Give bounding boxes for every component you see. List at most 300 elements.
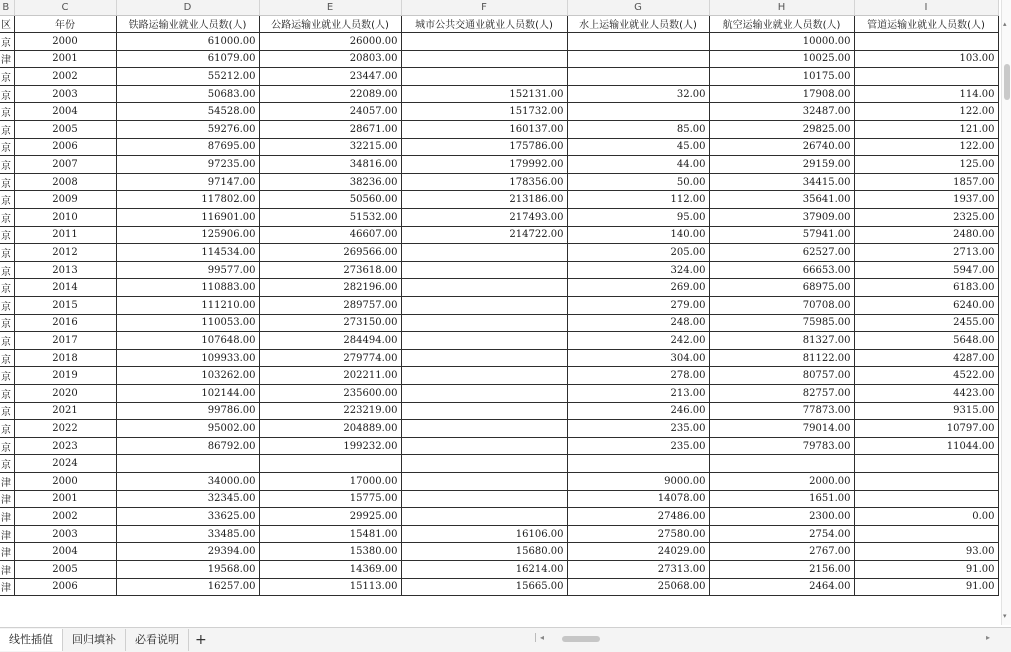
sheet-tab-instructions[interactable]: 必看说明 — [126, 629, 189, 651]
table-cell[interactable] — [116, 455, 259, 473]
table-cell[interactable] — [567, 50, 709, 68]
table-cell[interactable]: 178356.00 — [401, 173, 567, 191]
table-cell[interactable] — [854, 472, 998, 490]
table-cell[interactable]: 京 — [0, 367, 14, 385]
table-row — [0, 525, 998, 543]
table-row — [0, 156, 998, 174]
table-cell[interactable]: 2300.00 — [709, 508, 854, 526]
table-cell[interactable]: 2009 — [14, 191, 116, 209]
table-cell[interactable]: 京 — [0, 279, 14, 297]
table-cell[interactable]: 17908.00 — [709, 85, 854, 103]
table-cell[interactable]: 津 — [0, 490, 14, 508]
table-cell[interactable]: 117802.00 — [116, 191, 259, 209]
table-cell[interactable]: 2018 — [14, 349, 116, 367]
table-cell[interactable] — [401, 314, 567, 332]
table-cell[interactable]: 0.00 — [854, 508, 998, 526]
table-cell[interactable]: 15665.00 — [401, 578, 567, 596]
table-cell[interactable]: 235.00 — [567, 437, 709, 455]
table-cell[interactable] — [401, 50, 567, 68]
table-cell[interactable]: 4423.00 — [854, 384, 998, 402]
table-row — [0, 279, 998, 297]
table-cell[interactable]: 79014.00 — [709, 420, 854, 438]
horizontal-scrollbar[interactable] — [534, 633, 1000, 645]
table-cell[interactable]: 2014 — [14, 279, 116, 297]
table-cell[interactable]: 2023 — [14, 437, 116, 455]
table-cell[interactable]: 284494.00 — [259, 332, 401, 350]
table-cell[interactable]: 2010 — [14, 209, 116, 227]
table-cell[interactable]: 29394.00 — [116, 543, 259, 561]
table-cell[interactable]: 14078.00 — [567, 490, 709, 508]
table-cell[interactable]: 15680.00 — [401, 543, 567, 561]
column-letter-f[interactable]: F — [401, 0, 567, 15]
header-cell[interactable]: 航空运输业就业人员数(人) — [709, 15, 854, 33]
table-cell[interactable]: 6240.00 — [854, 297, 998, 315]
table-cell[interactable]: 152131.00 — [401, 85, 567, 103]
table-cell[interactable]: 2004 — [14, 103, 116, 121]
table-cell[interactable]: 津 — [0, 560, 14, 578]
table-cell[interactable]: 91.00 — [854, 578, 998, 596]
table-cell[interactable]: 2005 — [14, 560, 116, 578]
header-cell[interactable]: 管道运输业就业人员数(人) — [854, 15, 998, 33]
table-cell[interactable]: 京 — [0, 437, 14, 455]
table-cell[interactable]: 81122.00 — [709, 349, 854, 367]
table-cell[interactable]: 116901.00 — [116, 209, 259, 227]
table-cell[interactable] — [401, 279, 567, 297]
table-cell[interactable]: 50.00 — [567, 173, 709, 191]
table-cell[interactable] — [259, 455, 401, 473]
column-letter-g[interactable]: G — [567, 0, 709, 15]
table-cell[interactable]: 2019 — [14, 367, 116, 385]
table-cell[interactable]: 44.00 — [567, 156, 709, 174]
table-cell[interactable]: 223219.00 — [259, 402, 401, 420]
table-cell[interactable]: 87695.00 — [116, 138, 259, 156]
table-cell[interactable]: 9000.00 — [567, 472, 709, 490]
table-cell[interactable]: 4287.00 — [854, 349, 998, 367]
table-cell[interactable]: 2464.00 — [709, 578, 854, 596]
header-cell[interactable]: 铁路运输业就业人员数(人) — [116, 15, 259, 33]
table-cell[interactable]: 津 — [0, 50, 14, 68]
table-cell[interactable]: 京 — [0, 314, 14, 332]
table-cell[interactable]: 2006 — [14, 138, 116, 156]
table-cell[interactable]: 235600.00 — [259, 384, 401, 402]
table-cell[interactable] — [401, 472, 567, 490]
table-cell[interactable] — [567, 33, 709, 51]
table-cell[interactable]: 2024 — [14, 455, 116, 473]
table-cell[interactable]: 160137.00 — [401, 121, 567, 139]
table-cell[interactable]: 111210.00 — [116, 297, 259, 315]
table-cell[interactable]: 151732.00 — [401, 103, 567, 121]
table-cell[interactable]: 2012 — [14, 244, 116, 262]
table-cell[interactable]: 2006 — [14, 578, 116, 596]
sheet-tab-regression-fill[interactable]: 回归填补 — [63, 629, 126, 651]
table-cell[interactable]: 27486.00 — [567, 508, 709, 526]
table-cell[interactable]: 62527.00 — [709, 244, 854, 262]
scroll-right-icon[interactable]: ▸ — [986, 633, 991, 642]
table-cell[interactable]: 2020 — [14, 384, 116, 402]
table-cell[interactable] — [401, 490, 567, 508]
header-cell[interactable]: 水上运输业就业人员数(人) — [567, 15, 709, 33]
table-row — [0, 437, 998, 455]
vertical-scroll-thumb[interactable] — [1004, 64, 1010, 100]
table-row — [0, 103, 998, 121]
table-cell[interactable]: 103.00 — [854, 50, 998, 68]
table-cell[interactable]: 15481.00 — [259, 525, 401, 543]
table-cell[interactable]: 2001 — [14, 490, 116, 508]
column-letter-h[interactable]: H — [709, 0, 854, 15]
table-cell[interactable]: 2017 — [14, 332, 116, 350]
table-cell[interactable]: 66653.00 — [709, 261, 854, 279]
table-cell[interactable] — [401, 455, 567, 473]
table-cell[interactable]: 26740.00 — [709, 138, 854, 156]
table-cell[interactable]: 57941.00 — [709, 226, 854, 244]
table-cell[interactable]: 279774.00 — [259, 349, 401, 367]
table-cell[interactable] — [401, 297, 567, 315]
table-cell[interactable]: 2002 — [14, 508, 116, 526]
table-cell[interactable]: 125.00 — [854, 156, 998, 174]
table-cell[interactable] — [709, 455, 854, 473]
add-sheet-button[interactable]: + — [195, 632, 207, 648]
table-cell[interactable]: 269566.00 — [259, 244, 401, 262]
table-cell[interactable]: 2004 — [14, 543, 116, 561]
table-cell[interactable]: 213.00 — [567, 384, 709, 402]
table-cell[interactable]: 110883.00 — [116, 279, 259, 297]
table-cell[interactable]: 京 — [0, 384, 14, 402]
column-letter-d[interactable]: D — [116, 0, 259, 15]
header-cell[interactable]: 区 — [0, 15, 14, 33]
table-cell[interactable]: 17000.00 — [259, 472, 401, 490]
table-cell[interactable]: 2021 — [14, 402, 116, 420]
column-letter-e[interactable]: E — [259, 0, 401, 15]
table-cell[interactable]: 京 — [0, 68, 14, 86]
table-cell[interactable]: 15113.00 — [259, 578, 401, 596]
table-cell[interactable]: 京 — [0, 173, 14, 191]
table-cell[interactable] — [401, 349, 567, 367]
table-cell[interactable]: 2480.00 — [854, 226, 998, 244]
table-cell[interactable]: 34816.00 — [259, 156, 401, 174]
table-cell[interactable]: 121.00 — [854, 121, 998, 139]
table-cell[interactable]: 34000.00 — [116, 472, 259, 490]
header-cell[interactable]: 公路运输业就业人员数(人) — [259, 15, 401, 33]
table-cell[interactable]: 97235.00 — [116, 156, 259, 174]
table-cell[interactable]: 2008 — [14, 173, 116, 191]
table-cell[interactable]: 京 — [0, 402, 14, 420]
table-cell[interactable]: 京 — [0, 103, 14, 121]
table-cell[interactable]: 2015 — [14, 297, 116, 315]
table-cell[interactable]: 京 — [0, 191, 14, 209]
table-cell[interactable]: 279.00 — [567, 297, 709, 315]
table-cell[interactable]: 京 — [0, 226, 14, 244]
table-cell[interactable]: 80757.00 — [709, 367, 854, 385]
sheet-tab-linear-interpolation[interactable]: 线性插值 — [0, 629, 63, 651]
table-cell[interactable]: 28671.00 — [259, 121, 401, 139]
table-row — [0, 455, 998, 473]
table-cell[interactable]: 110053.00 — [116, 314, 259, 332]
table-cell[interactable]: 79783.00 — [709, 437, 854, 455]
table-cell[interactable]: 50560.00 — [259, 191, 401, 209]
table-cell[interactable] — [401, 437, 567, 455]
table-cell[interactable]: 50683.00 — [116, 85, 259, 103]
table-cell[interactable]: 津 — [0, 472, 14, 490]
table-cell[interactable]: 59276.00 — [116, 121, 259, 139]
scroll-up-icon[interactable]: ▴ — [1003, 20, 1007, 28]
table-cell[interactable]: 29925.00 — [259, 508, 401, 526]
table-cell[interactable]: 282196.00 — [259, 279, 401, 297]
table-cell[interactable]: 269.00 — [567, 279, 709, 297]
table-cell[interactable]: 2013 — [14, 261, 116, 279]
table-cell[interactable]: 95.00 — [567, 209, 709, 227]
table-cell[interactable] — [567, 455, 709, 473]
table-cell[interactable]: 61079.00 — [116, 50, 259, 68]
table-cell[interactable]: 10797.00 — [854, 420, 998, 438]
table-cell[interactable]: 85.00 — [567, 121, 709, 139]
table-cell[interactable] — [401, 68, 567, 86]
table-cell[interactable] — [854, 33, 998, 51]
table-cell[interactable]: 2002 — [14, 68, 116, 86]
table-cell[interactable]: 75985.00 — [709, 314, 854, 332]
vertical-scrollbar[interactable] — [1001, 0, 1011, 625]
table-cell[interactable]: 2754.00 — [709, 525, 854, 543]
table-cell[interactable] — [854, 490, 998, 508]
table-cell[interactable]: 82757.00 — [709, 384, 854, 402]
table-cell[interactable]: 46607.00 — [259, 226, 401, 244]
column-letter-b[interactable]: B — [0, 0, 14, 15]
table-cell[interactable]: 津 — [0, 508, 14, 526]
table-cell[interactable]: 235.00 — [567, 420, 709, 438]
horizontal-scroll-thumb[interactable] — [562, 636, 600, 642]
table-cell[interactable]: 213186.00 — [401, 191, 567, 209]
table-cell[interactable]: 324.00 — [567, 261, 709, 279]
table-cell[interactable]: 2016 — [14, 314, 116, 332]
table-cell[interactable] — [401, 420, 567, 438]
table-cell[interactable]: 16214.00 — [401, 560, 567, 578]
table-cell[interactable]: 2000.00 — [709, 472, 854, 490]
table-cell[interactable] — [854, 455, 998, 473]
table-row — [0, 384, 998, 402]
table-cell[interactable]: 32.00 — [567, 85, 709, 103]
table-cell[interactable]: 248.00 — [567, 314, 709, 332]
table-row — [0, 367, 998, 385]
table-cell[interactable]: 2011 — [14, 226, 116, 244]
table-cell[interactable]: 86792.00 — [116, 437, 259, 455]
table-row — [0, 261, 998, 279]
table-cell[interactable]: 122.00 — [854, 138, 998, 156]
table-row — [0, 191, 998, 209]
table-cell[interactable]: 77873.00 — [709, 402, 854, 420]
table-cell[interactable]: 24029.00 — [567, 543, 709, 561]
table-cell[interactable]: 91.00 — [854, 560, 998, 578]
table-cell[interactable]: 2000 — [14, 33, 116, 51]
table-cell[interactable]: 37909.00 — [709, 209, 854, 227]
table-cell[interactable]: 24057.00 — [259, 103, 401, 121]
table-cell[interactable]: 29825.00 — [709, 121, 854, 139]
table-cell[interactable]: 1857.00 — [854, 173, 998, 191]
table-cell[interactable]: 107648.00 — [116, 332, 259, 350]
table-row — [0, 209, 998, 227]
table-cell[interactable] — [567, 103, 709, 121]
table-cell[interactable]: 45.00 — [567, 138, 709, 156]
table-cell[interactable]: 2713.00 — [854, 244, 998, 262]
header-cell[interactable]: 城市公共交通业就业人员数(人) — [401, 15, 567, 33]
table-cell[interactable]: 35641.00 — [709, 191, 854, 209]
table-cell[interactable]: 95002.00 — [116, 420, 259, 438]
table-cell[interactable]: 京 — [0, 297, 14, 315]
table-cell[interactable]: 京 — [0, 420, 14, 438]
table-cell[interactable]: 68975.00 — [709, 279, 854, 297]
table-cell[interactable]: 2003 — [14, 85, 116, 103]
table-cell[interactable]: 19568.00 — [116, 560, 259, 578]
table-row — [0, 472, 998, 490]
table-cell[interactable]: 102144.00 — [116, 384, 259, 402]
table-cell[interactable]: 217493.00 — [401, 209, 567, 227]
table-cell[interactable]: 103262.00 — [116, 367, 259, 385]
table-cell[interactable]: 27580.00 — [567, 525, 709, 543]
scroll-down-icon[interactable]: ▾ — [1003, 612, 1007, 620]
table-cell[interactable]: 273150.00 — [259, 314, 401, 332]
table-cell[interactable]: 20803.00 — [259, 50, 401, 68]
table-cell[interactable]: 京 — [0, 244, 14, 262]
table-cell[interactable]: 16257.00 — [116, 578, 259, 596]
table-cell[interactable]: 242.00 — [567, 332, 709, 350]
table-cell[interactable]: 11044.00 — [854, 437, 998, 455]
table-row — [0, 33, 998, 51]
table-cell[interactable]: 京 — [0, 455, 14, 473]
column-letter-c[interactable]: C — [14, 0, 116, 15]
table-cell[interactable] — [854, 68, 998, 86]
table-cell[interactable] — [401, 402, 567, 420]
table-cell[interactable]: 2001 — [14, 50, 116, 68]
table-cell[interactable]: 2007 — [14, 156, 116, 174]
table-cell[interactable] — [854, 525, 998, 543]
table-cell[interactable]: 34415.00 — [709, 173, 854, 191]
table-cell[interactable]: 27313.00 — [567, 560, 709, 578]
table-cell[interactable]: 2022 — [14, 420, 116, 438]
table-cell[interactable]: 70708.00 — [709, 297, 854, 315]
scroll-left-icon[interactable]: ◂ — [540, 633, 545, 642]
table-cell[interactable]: 2767.00 — [709, 543, 854, 561]
table-cell[interactable] — [401, 367, 567, 385]
table-cell[interactable]: 140.00 — [567, 226, 709, 244]
table-cell[interactable]: 2000 — [14, 472, 116, 490]
table-cell[interactable]: 10175.00 — [709, 68, 854, 86]
table-cell[interactable]: 202211.00 — [259, 367, 401, 385]
table-cell[interactable]: 29159.00 — [709, 156, 854, 174]
table-row — [0, 402, 998, 420]
table-cell[interactable]: 99577.00 — [116, 261, 259, 279]
table-cell[interactable]: 114534.00 — [116, 244, 259, 262]
table-cell[interactable]: 38236.00 — [259, 173, 401, 191]
table-cell[interactable]: 京 — [0, 85, 14, 103]
table-cell[interactable]: 125906.00 — [116, 226, 259, 244]
table-cell[interactable]: 2455.00 — [854, 314, 998, 332]
table-cell[interactable]: 246.00 — [567, 402, 709, 420]
table-cell[interactable]: 97147.00 — [116, 173, 259, 191]
table-cell[interactable]: 4522.00 — [854, 367, 998, 385]
table-cell[interactable] — [401, 508, 567, 526]
table-cell[interactable]: 津 — [0, 578, 14, 596]
table-cell[interactable]: 61000.00 — [116, 33, 259, 51]
column-letter-i[interactable]: I — [854, 0, 998, 15]
table-cell[interactable] — [401, 332, 567, 350]
table-cell[interactable]: 51532.00 — [259, 209, 401, 227]
table-row — [0, 138, 998, 156]
table-cell[interactable]: 25068.00 — [567, 578, 709, 596]
table-cell[interactable]: 32345.00 — [116, 490, 259, 508]
table-cell[interactable]: 179992.00 — [401, 156, 567, 174]
table-cell[interactable]: 112.00 — [567, 191, 709, 209]
table-cell[interactable] — [401, 384, 567, 402]
table-cell[interactable]: 津 — [0, 525, 14, 543]
table-cell[interactable]: 304.00 — [567, 349, 709, 367]
table-cell[interactable]: 10025.00 — [709, 50, 854, 68]
table-cell[interactable]: 33485.00 — [116, 525, 259, 543]
table-cell[interactable]: 2325.00 — [854, 209, 998, 227]
table-cell[interactable]: 32215.00 — [259, 138, 401, 156]
table-cell[interactable]: 6183.00 — [854, 279, 998, 297]
table-cell[interactable]: 55212.00 — [116, 68, 259, 86]
table-cell[interactable]: 京 — [0, 332, 14, 350]
table-cell[interactable]: 205.00 — [567, 244, 709, 262]
table-cell[interactable] — [401, 33, 567, 51]
table-cell[interactable]: 京 — [0, 156, 14, 174]
table-row — [0, 68, 998, 86]
table-cell[interactable]: 175786.00 — [401, 138, 567, 156]
table-cell[interactable]: 9315.00 — [854, 402, 998, 420]
table-cell[interactable]: 京 — [0, 121, 14, 139]
table-cell[interactable]: 5947.00 — [854, 261, 998, 279]
table-cell[interactable]: 99786.00 — [116, 402, 259, 420]
table-cell[interactable]: 京 — [0, 33, 14, 51]
table-cell[interactable]: 2005 — [14, 121, 116, 139]
table-cell[interactable]: 京 — [0, 138, 14, 156]
table-cell[interactable]: 1651.00 — [709, 490, 854, 508]
table-cell[interactable]: 16106.00 — [401, 525, 567, 543]
table-cell[interactable]: 1937.00 — [854, 191, 998, 209]
table-cell[interactable]: 278.00 — [567, 367, 709, 385]
table-cell[interactable]: 204889.00 — [259, 420, 401, 438]
table-cell[interactable]: 15380.00 — [259, 543, 401, 561]
table-cell[interactable] — [567, 68, 709, 86]
table-cell[interactable]: 京 — [0, 349, 14, 367]
table-cell[interactable]: 23447.00 — [259, 68, 401, 86]
table-cell[interactable]: 京 — [0, 261, 14, 279]
table-cell[interactable]: 289757.00 — [259, 297, 401, 315]
table-cell[interactable]: 15775.00 — [259, 490, 401, 508]
table-cell[interactable]: 114.00 — [854, 85, 998, 103]
table-cell[interactable]: 2003 — [14, 525, 116, 543]
table-cell[interactable]: 2156.00 — [709, 560, 854, 578]
table-cell[interactable]: 津 — [0, 543, 14, 561]
table-cell[interactable]: 81327.00 — [709, 332, 854, 350]
table-cell[interactable]: 199232.00 — [259, 437, 401, 455]
table-cell[interactable]: 273618.00 — [259, 261, 401, 279]
table-cell[interactable]: 22089.00 — [259, 85, 401, 103]
table-cell[interactable]: 93.00 — [854, 543, 998, 561]
table-cell[interactable]: 109933.00 — [116, 349, 259, 367]
table-cell[interactable] — [401, 261, 567, 279]
table-cell[interactable]: 14369.00 — [259, 560, 401, 578]
table-cell[interactable]: 122.00 — [854, 103, 998, 121]
header-cell[interactable]: 年份 — [14, 15, 116, 33]
table-cell[interactable]: 214722.00 — [401, 226, 567, 244]
table-cell[interactable]: 京 — [0, 209, 14, 227]
table-cell[interactable]: 5648.00 — [854, 332, 998, 350]
table-cell[interactable] — [401, 244, 567, 262]
table-cell[interactable]: 26000.00 — [259, 33, 401, 51]
table-cell[interactable]: 33625.00 — [116, 508, 259, 526]
table-cell[interactable]: 10000.00 — [709, 33, 854, 51]
table-cell[interactable]: 54528.00 — [116, 103, 259, 121]
table-cell[interactable]: 32487.00 — [709, 103, 854, 121]
